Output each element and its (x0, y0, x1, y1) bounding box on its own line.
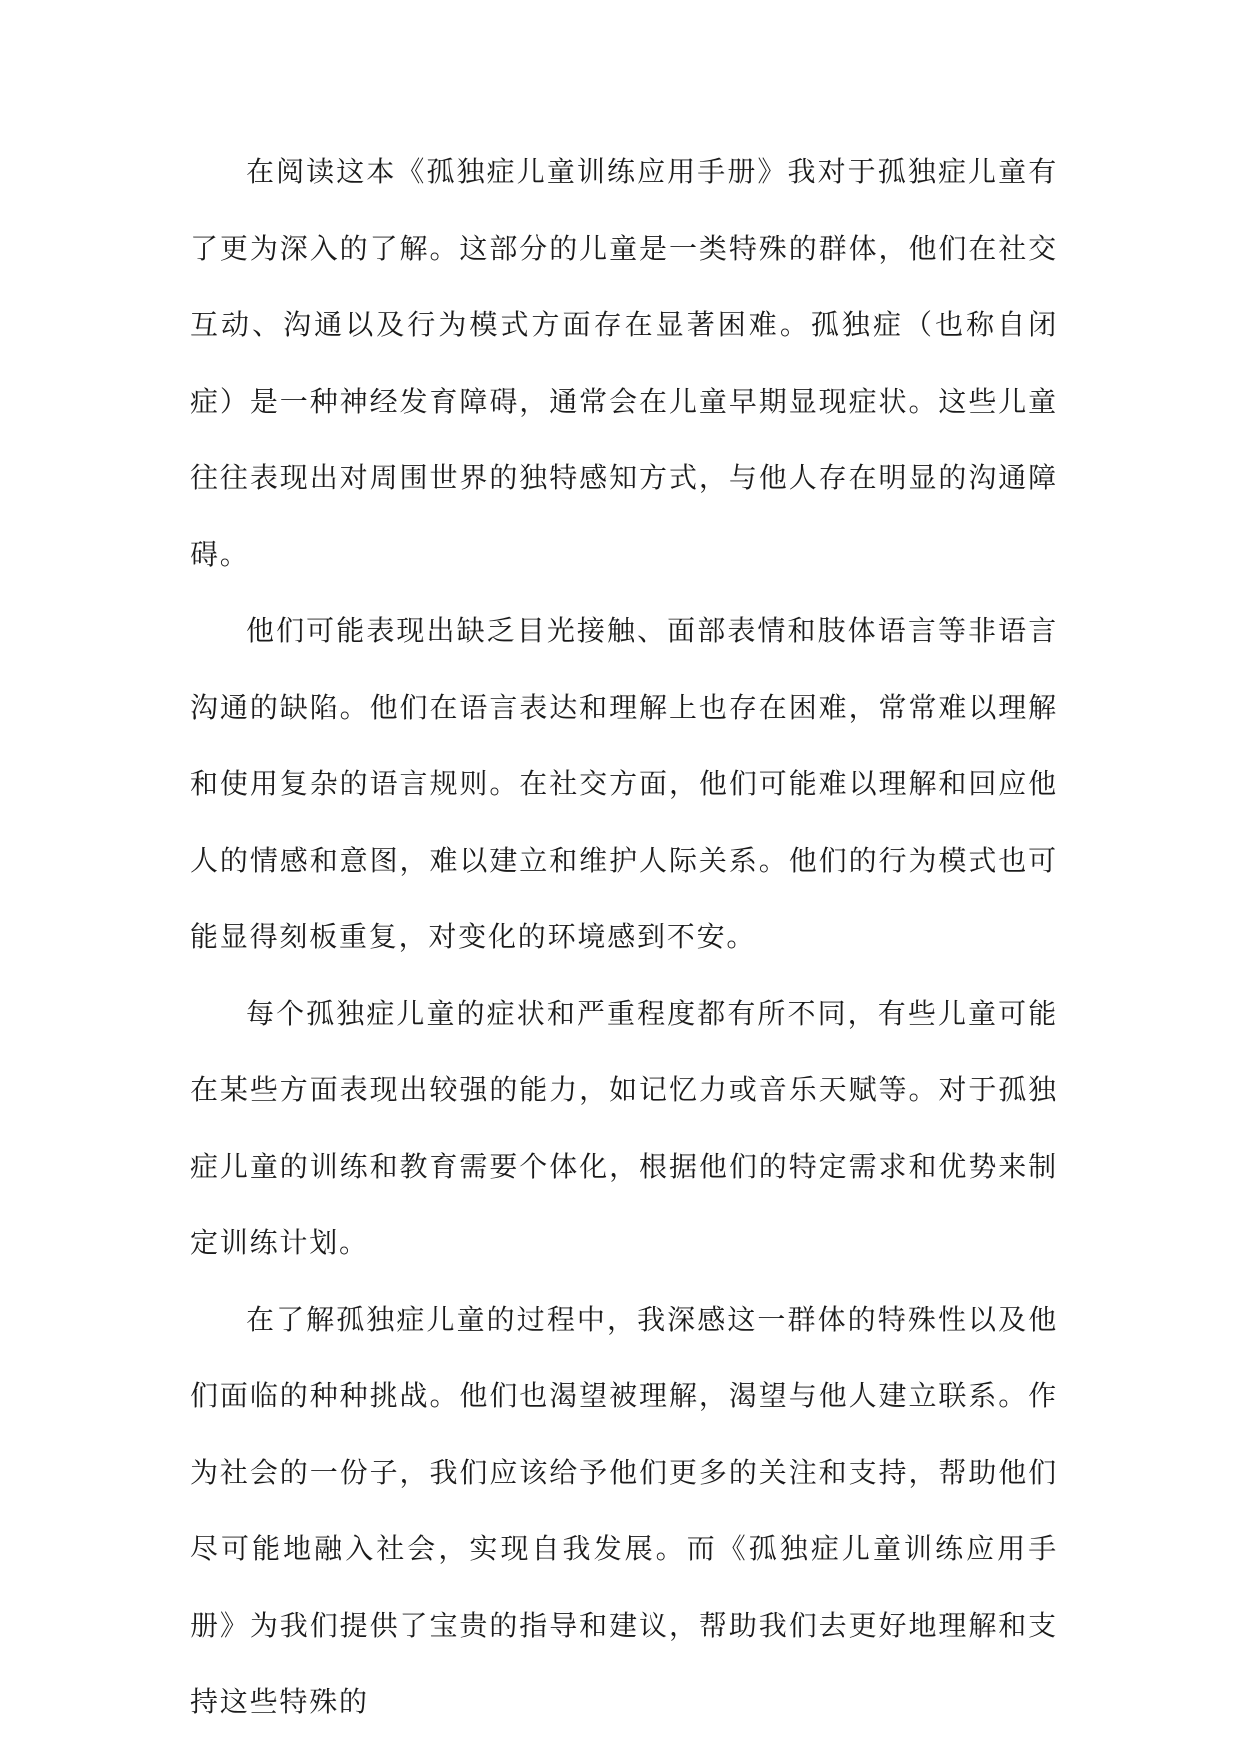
paragraph-2: 他们可能表现出缺乏目光接触、面部表情和肢体语言等非语言沟通的缺陷。他们在语言表达和理解上也存在困难，常常难以理解和使用复杂的语言规则。在社交方面，他们可能难以理解和回应他人的情感和意图，难以建立和维护人际关系。他们的行为模式也可能显得刻板重复，对变化的环境感到不安。 (190, 614, 1058, 953)
document-body (190, 134, 1058, 1741)
paragraph-4: 在了解孤独症儿童的过程中，我深感这一群体的特殊性以及他们面临的种种挑战。他们也渴望被理解，渴望与他人建立联系。作为社会的一份子，我们应该给予他们更多的关注和支持，帮助他们尽可能地融入社会，实现自我发展。而《孤独症儿童训练应用手册》为我们提供了宝贵的指导和建议，帮助我们去更好地理解和支持这些特殊的 (190, 1302, 1058, 1718)
paragraph-3: 每个孤独症儿童的症状和严重程度都有所不同，有些儿童可能在某些方面表现出较强的能力，如记忆力或音乐天赋等。对于孤独症儿童的训练和教育需要个体化，根据他们的特定需求和优势来制定训练计划。 (190, 996, 1058, 1259)
paragraph-1: 在阅读这本《孤独症儿童训练应用手册》我对于孤独症儿童有了更为深入的了解。这部分的儿童是一类特殊的群体，他们在社交互动、沟通以及行为模式方面存在显著困难。孤独症（也称自闭症）是一种神经发育障碍，通常会在儿童早期显现症状。这些儿童往往表现出对周围世界的独特感知方式，与他人存在明显的沟通障碍。 (190, 155, 1058, 571)
